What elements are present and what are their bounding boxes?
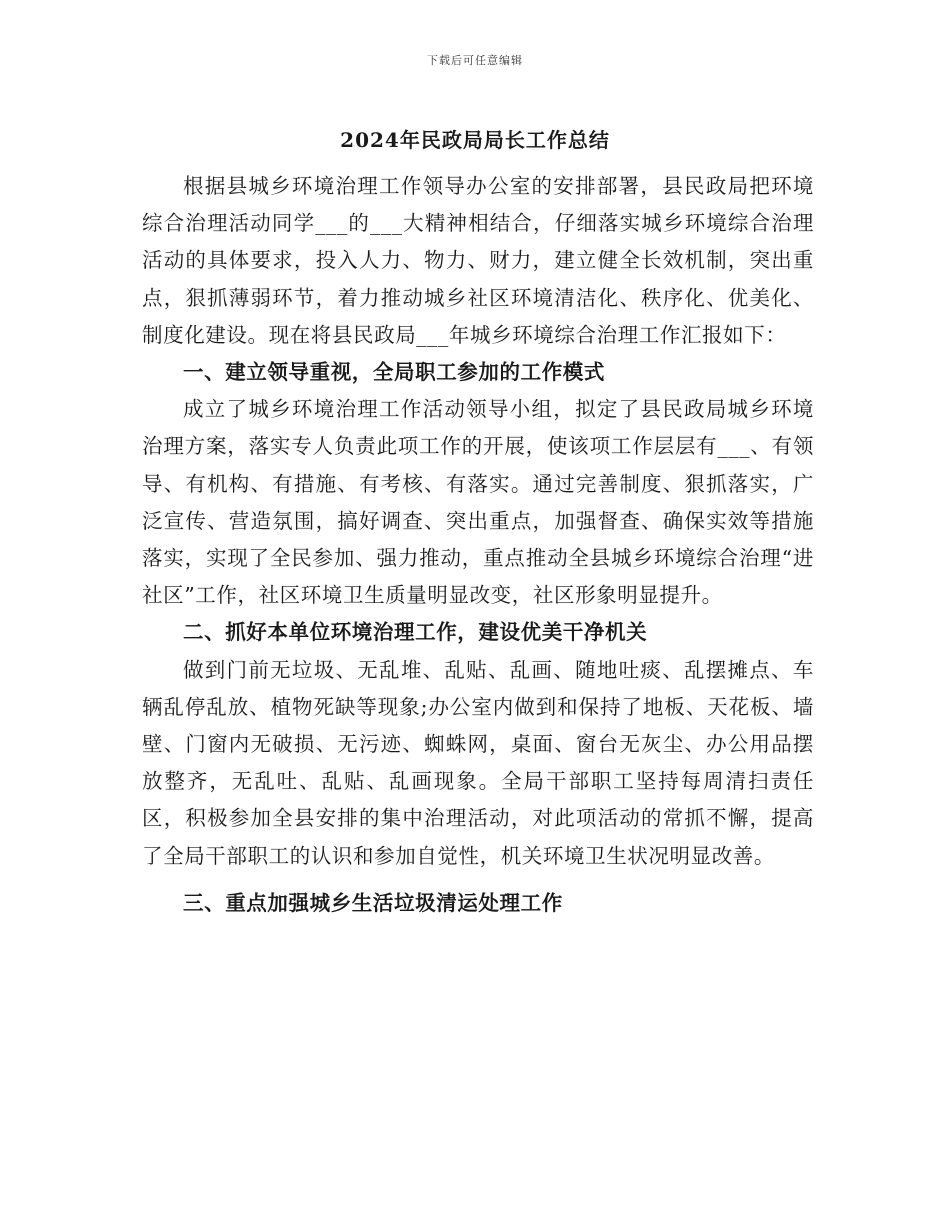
section-2-paragraph: 做到门前无垃圾、无乱堆、乱贴、乱画、随地吐痰、乱摆摊点、车辆乱停乱放、植物死缺等现象;办公室内做到和保持了地板、天花板、墙壁、门窗内无破损、无污迹、蜘蛛网，桌面、窗台无灰尘、办公用品摆放整齐，无乱吐、乱贴、乱画现象。全局干部职工坚持每周清扫责任区，积极参加全县安排的集中治理活动，对此项活动的常抓不懈，提高了全局干部职工的认识和参加自觉性，机关环境卫生状况明显改善。: [142, 657, 814, 868]
header-note: 下载后可任意编辑: [427, 54, 523, 67]
intro-paragraph: 根据县城乡环境治理工作领导办公室的安排部署，县民政局把环境综合治理活动同学___的___大精神相结合，仔细落实城乡环境综合治理活动的具体要求，投入人力、物力、财力，建立健全长效机制，突出重点，狠抓薄弱环节，着力推动城乡社区环境清洁化、秩序化、优美化、制度化建设。现在将县民政局___年城乡环境综合治理工作汇报如下：: [142, 174, 814, 347]
section-2-heading: 二、抓好本单位环境治理工作，建设优美干净机关: [183, 620, 648, 645]
document-title: 2024年民政局局长工作总结: [340, 128, 610, 152]
document-body: [142, 168, 814, 922]
section-1-paragraph: 成立了城乡环境治理工作活动领导小组，拟定了县民政局城乡环境治理方案，落实专人负责此项工作的开展，使该项工作层层有___、有领导、有机构、有措施、有考核、有落实。通过完善制度、狠抓落实，广泛宣传、营造氛围，搞好调查、突出重点，加强督查、确保实效等措施落实，实现了全民参加、强力推动，重点推动全县城乡环境综合治理“进社区”工作，社区环境卫生质量明显改变，社区形象明显提升。: [142, 397, 814, 608]
section-1-heading: 一、建立领导重视，全局职工参加的工作模式: [183, 360, 605, 385]
section-3-heading: 三、重点加强城乡生活垃圾清运处理工作: [183, 890, 563, 915]
